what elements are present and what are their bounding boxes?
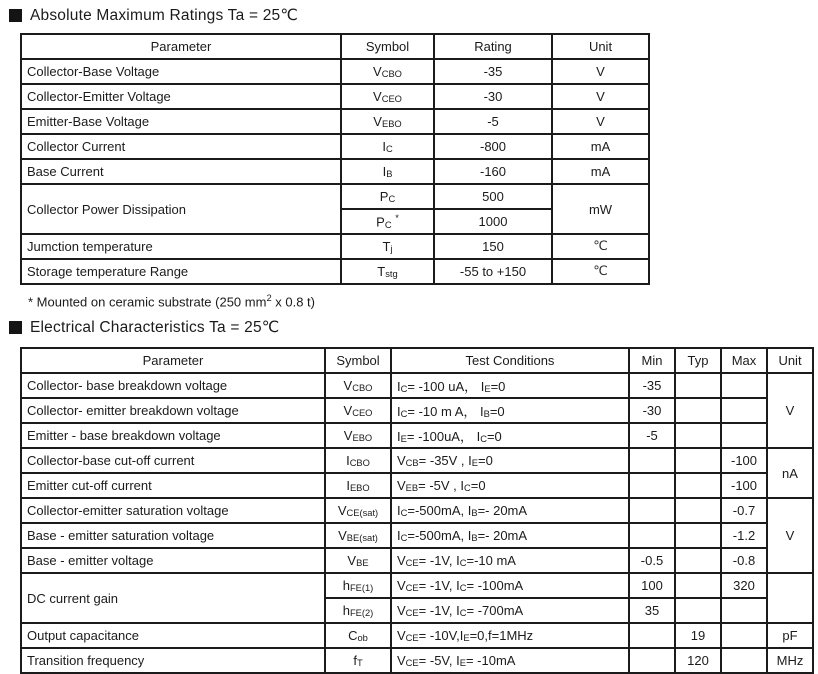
typ-cell	[675, 373, 721, 398]
test-conditions-cell: $V_{CB}= -35V$ , $I_E=0$	[391, 448, 629, 473]
typ-cell	[675, 498, 721, 523]
table-row	[21, 423, 813, 448]
unit-cell: ℃	[552, 234, 649, 259]
test-conditions-cell: $V_{CE}= -5V$, $I_E= -10mA$	[391, 648, 629, 673]
table-row	[21, 623, 813, 648]
max-cell	[721, 598, 767, 623]
table-row	[21, 109, 649, 134]
table-row	[21, 523, 813, 548]
rating-cell: -160	[434, 159, 552, 184]
parameter-cell: Transition frequency	[21, 648, 325, 673]
max-cell	[721, 648, 767, 673]
footnote: * Mounted on ceramic substrate (250 $mm^2$ x 0.8 t)	[28, 293, 315, 310]
typ-cell	[675, 473, 721, 498]
symbol-cell: $V_{EBO}$	[325, 423, 391, 448]
typ-cell: 19	[675, 623, 721, 648]
parameter-cell: Jumction temperature	[21, 234, 341, 259]
parameter-cell: Emitter - base breakdown voltage	[21, 423, 325, 448]
parameter-cell: Base Current	[21, 159, 341, 184]
unit-cell	[767, 573, 813, 623]
rating-cell: 1000	[434, 209, 552, 234]
table-row	[21, 573, 813, 598]
table-row	[21, 498, 813, 523]
parameter-cell: Storage temperature Range	[21, 259, 341, 284]
table-row	[21, 373, 813, 398]
test-conditions-cell: $I_E= -100uA$， $I_C=0$	[391, 423, 629, 448]
rating-cell: -35	[434, 59, 552, 84]
min-cell: -5	[629, 423, 675, 448]
unit-cell: V	[552, 59, 649, 84]
symbol-cell: $h_{FE(1)}$	[325, 573, 391, 598]
parameter-cell: Collector Current	[21, 134, 341, 159]
table-row	[21, 234, 649, 259]
section-title-absolute-maximum-ratings	[9, 6, 818, 25]
unit-cell: V	[767, 373, 813, 448]
min-cell	[629, 523, 675, 548]
parameter-cell: Collector-Base Voltage	[21, 59, 341, 84]
parameter-cell: DC current gain	[21, 573, 325, 623]
table-row	[21, 134, 649, 159]
black-square-bullet-icon	[9, 9, 22, 22]
table-row	[21, 84, 649, 109]
rating-cell: -30	[434, 84, 552, 109]
column-header-unit: Unit	[767, 348, 813, 373]
symbol-cell: $V_{BE(sat)}$	[325, 523, 391, 548]
unit-cell: V	[552, 109, 649, 134]
electrical-characteristics-table	[20, 347, 814, 674]
test-conditions-cell: $V_{CE}= -1V$, $I_C=-10$ mA	[391, 548, 629, 573]
symbol-cell: $V_{CEO}$	[341, 84, 434, 109]
column-header-parameter: Parameter	[21, 34, 341, 59]
parameter-cell: Collector-base cut-off current	[21, 448, 325, 473]
table-row	[21, 398, 813, 423]
symbol-cell: $I_{EBO}$	[325, 473, 391, 498]
rating-cell: 150	[434, 234, 552, 259]
table-header-row	[21, 34, 649, 59]
parameter-cell: Collector-emitter saturation voltage	[21, 498, 325, 523]
typ-cell	[675, 598, 721, 623]
max-cell: -0.7	[721, 498, 767, 523]
min-cell: 100	[629, 573, 675, 598]
test-conditions-cell: $V_{EB}= -5V$ , $I_C=0$	[391, 473, 629, 498]
unit-cell: MHz	[767, 648, 813, 673]
column-header-parameter: Parameter	[21, 348, 325, 373]
unit-cell: V	[552, 84, 649, 109]
unit-cell: mW	[552, 184, 649, 234]
test-conditions-cell: $V_{CE}= -10V,I_E=0,f=1MHz$	[391, 623, 629, 648]
column-header-typ: Typ	[675, 348, 721, 373]
typ-cell	[675, 398, 721, 423]
min-cell	[629, 623, 675, 648]
parameter-cell: Emitter-Base Voltage	[21, 109, 341, 134]
symbol-cell: $T_j$	[341, 234, 434, 259]
test-conditions-cell: $I_C= -10$ m A， $I_B=0$	[391, 398, 629, 423]
parameter-cell: Collector- emitter breakdown voltage	[21, 398, 325, 423]
unit-cell: pF	[767, 623, 813, 648]
typ-cell: 120	[675, 648, 721, 673]
typ-cell	[675, 423, 721, 448]
section-title-text: Electrical Characteristics Ta = 25℃	[30, 319, 280, 337]
test-conditions-cell: $V_{CE}= -1V$, $I_C= -700mA$	[391, 598, 629, 623]
min-cell: -30	[629, 398, 675, 423]
symbol-cell: $C_{ob}$	[325, 623, 391, 648]
typ-cell	[675, 523, 721, 548]
column-header-max: Max	[721, 348, 767, 373]
rating-cell: 500	[434, 184, 552, 209]
table-row	[21, 473, 813, 498]
typ-cell	[675, 448, 721, 473]
symbol-cell: $V_{CBO}$	[341, 59, 434, 84]
max-cell	[721, 398, 767, 423]
max-cell: 320	[721, 573, 767, 598]
symbol-cell: $I_B$	[341, 159, 434, 184]
symbol-cell: $V_{BE}$	[325, 548, 391, 573]
typ-cell	[675, 573, 721, 598]
table-row	[21, 548, 813, 573]
test-conditions-cell: $I_C= -100$ uA， $I_E=0$	[391, 373, 629, 398]
symbol-cell: $V_{CE(sat)}$	[325, 498, 391, 523]
unit-cell: mA	[552, 159, 649, 184]
parameter-cell: Emitter cut-off current	[21, 473, 325, 498]
min-cell: 35	[629, 598, 675, 623]
unit-cell: nA	[767, 448, 813, 498]
table-row	[21, 184, 649, 209]
test-conditions-cell: $V_{CE}= -1V$, $I_C= -100mA$	[391, 573, 629, 598]
test-conditions-cell: $I_C=-500mA$, $I_B=-$ 20mA	[391, 523, 629, 548]
rating-cell: -800	[434, 134, 552, 159]
symbol-cell: $V_{EBO}$	[341, 109, 434, 134]
symbol-cell: $f_T$	[325, 648, 391, 673]
black-square-bullet-icon	[9, 321, 22, 334]
typ-cell	[675, 548, 721, 573]
symbol-cell: $I_{CBO}$	[325, 448, 391, 473]
max-cell: -0.8	[721, 548, 767, 573]
column-header-symbol: Symbol	[325, 348, 391, 373]
column-header-min: Min	[629, 348, 675, 373]
max-cell: -1.2	[721, 523, 767, 548]
column-header-symbol: Symbol	[341, 34, 434, 59]
table-row	[21, 59, 649, 84]
table-row	[21, 448, 813, 473]
symbol-cell: $P_C$ *	[341, 209, 434, 234]
symbol-cell: $T_{stg}$	[341, 259, 434, 284]
min-cell	[629, 498, 675, 523]
test-conditions-cell: $I_C=-500mA$, $I_B=-$ 20mA	[391, 498, 629, 523]
unit-cell: V	[767, 498, 813, 573]
unit-cell: ℃	[552, 259, 649, 284]
symbol-cell: $I_C$	[341, 134, 434, 159]
min-cell: -0.5	[629, 548, 675, 573]
min-cell	[629, 448, 675, 473]
rating-cell: -5	[434, 109, 552, 134]
max-cell	[721, 423, 767, 448]
min-cell: -35	[629, 373, 675, 398]
column-header-unit: Unit	[552, 34, 649, 59]
min-cell	[629, 473, 675, 498]
section-title-electrical-characteristics	[9, 318, 818, 337]
min-cell	[629, 648, 675, 673]
section-title-text: Absolute Maximum Ratings Ta = 25℃	[30, 7, 298, 24]
parameter-cell: Collector- base breakdown voltage	[21, 373, 325, 398]
parameter-cell: Base - emitter voltage	[21, 548, 325, 573]
symbol-cell: $V_{CEO}$	[325, 398, 391, 423]
max-cell: -100	[721, 448, 767, 473]
unit-cell: mA	[552, 134, 649, 159]
symbol-cell: $h_{FE(2)}$	[325, 598, 391, 623]
table-header-row	[21, 348, 813, 373]
symbol-cell: $P_C$	[341, 184, 434, 209]
column-header-rating: Rating	[434, 34, 552, 59]
absolute-maximum-ratings-table	[20, 33, 650, 285]
parameter-cell: Base - emitter saturation voltage	[21, 523, 325, 548]
table-row	[21, 159, 649, 184]
rating-cell: -55 to +150	[434, 259, 552, 284]
parameter-cell: Collector-Emitter Voltage	[21, 84, 341, 109]
table-row	[21, 648, 813, 673]
symbol-cell: $V_{CBO}$	[325, 373, 391, 398]
column-header-test-conditions: Test Conditions	[391, 348, 629, 373]
max-cell	[721, 373, 767, 398]
max-cell	[721, 623, 767, 648]
table-row	[21, 259, 649, 284]
parameter-cell: Collector Power Dissipation	[21, 184, 341, 234]
max-cell: -100	[721, 473, 767, 498]
parameter-cell: Output capacitance	[21, 623, 325, 648]
